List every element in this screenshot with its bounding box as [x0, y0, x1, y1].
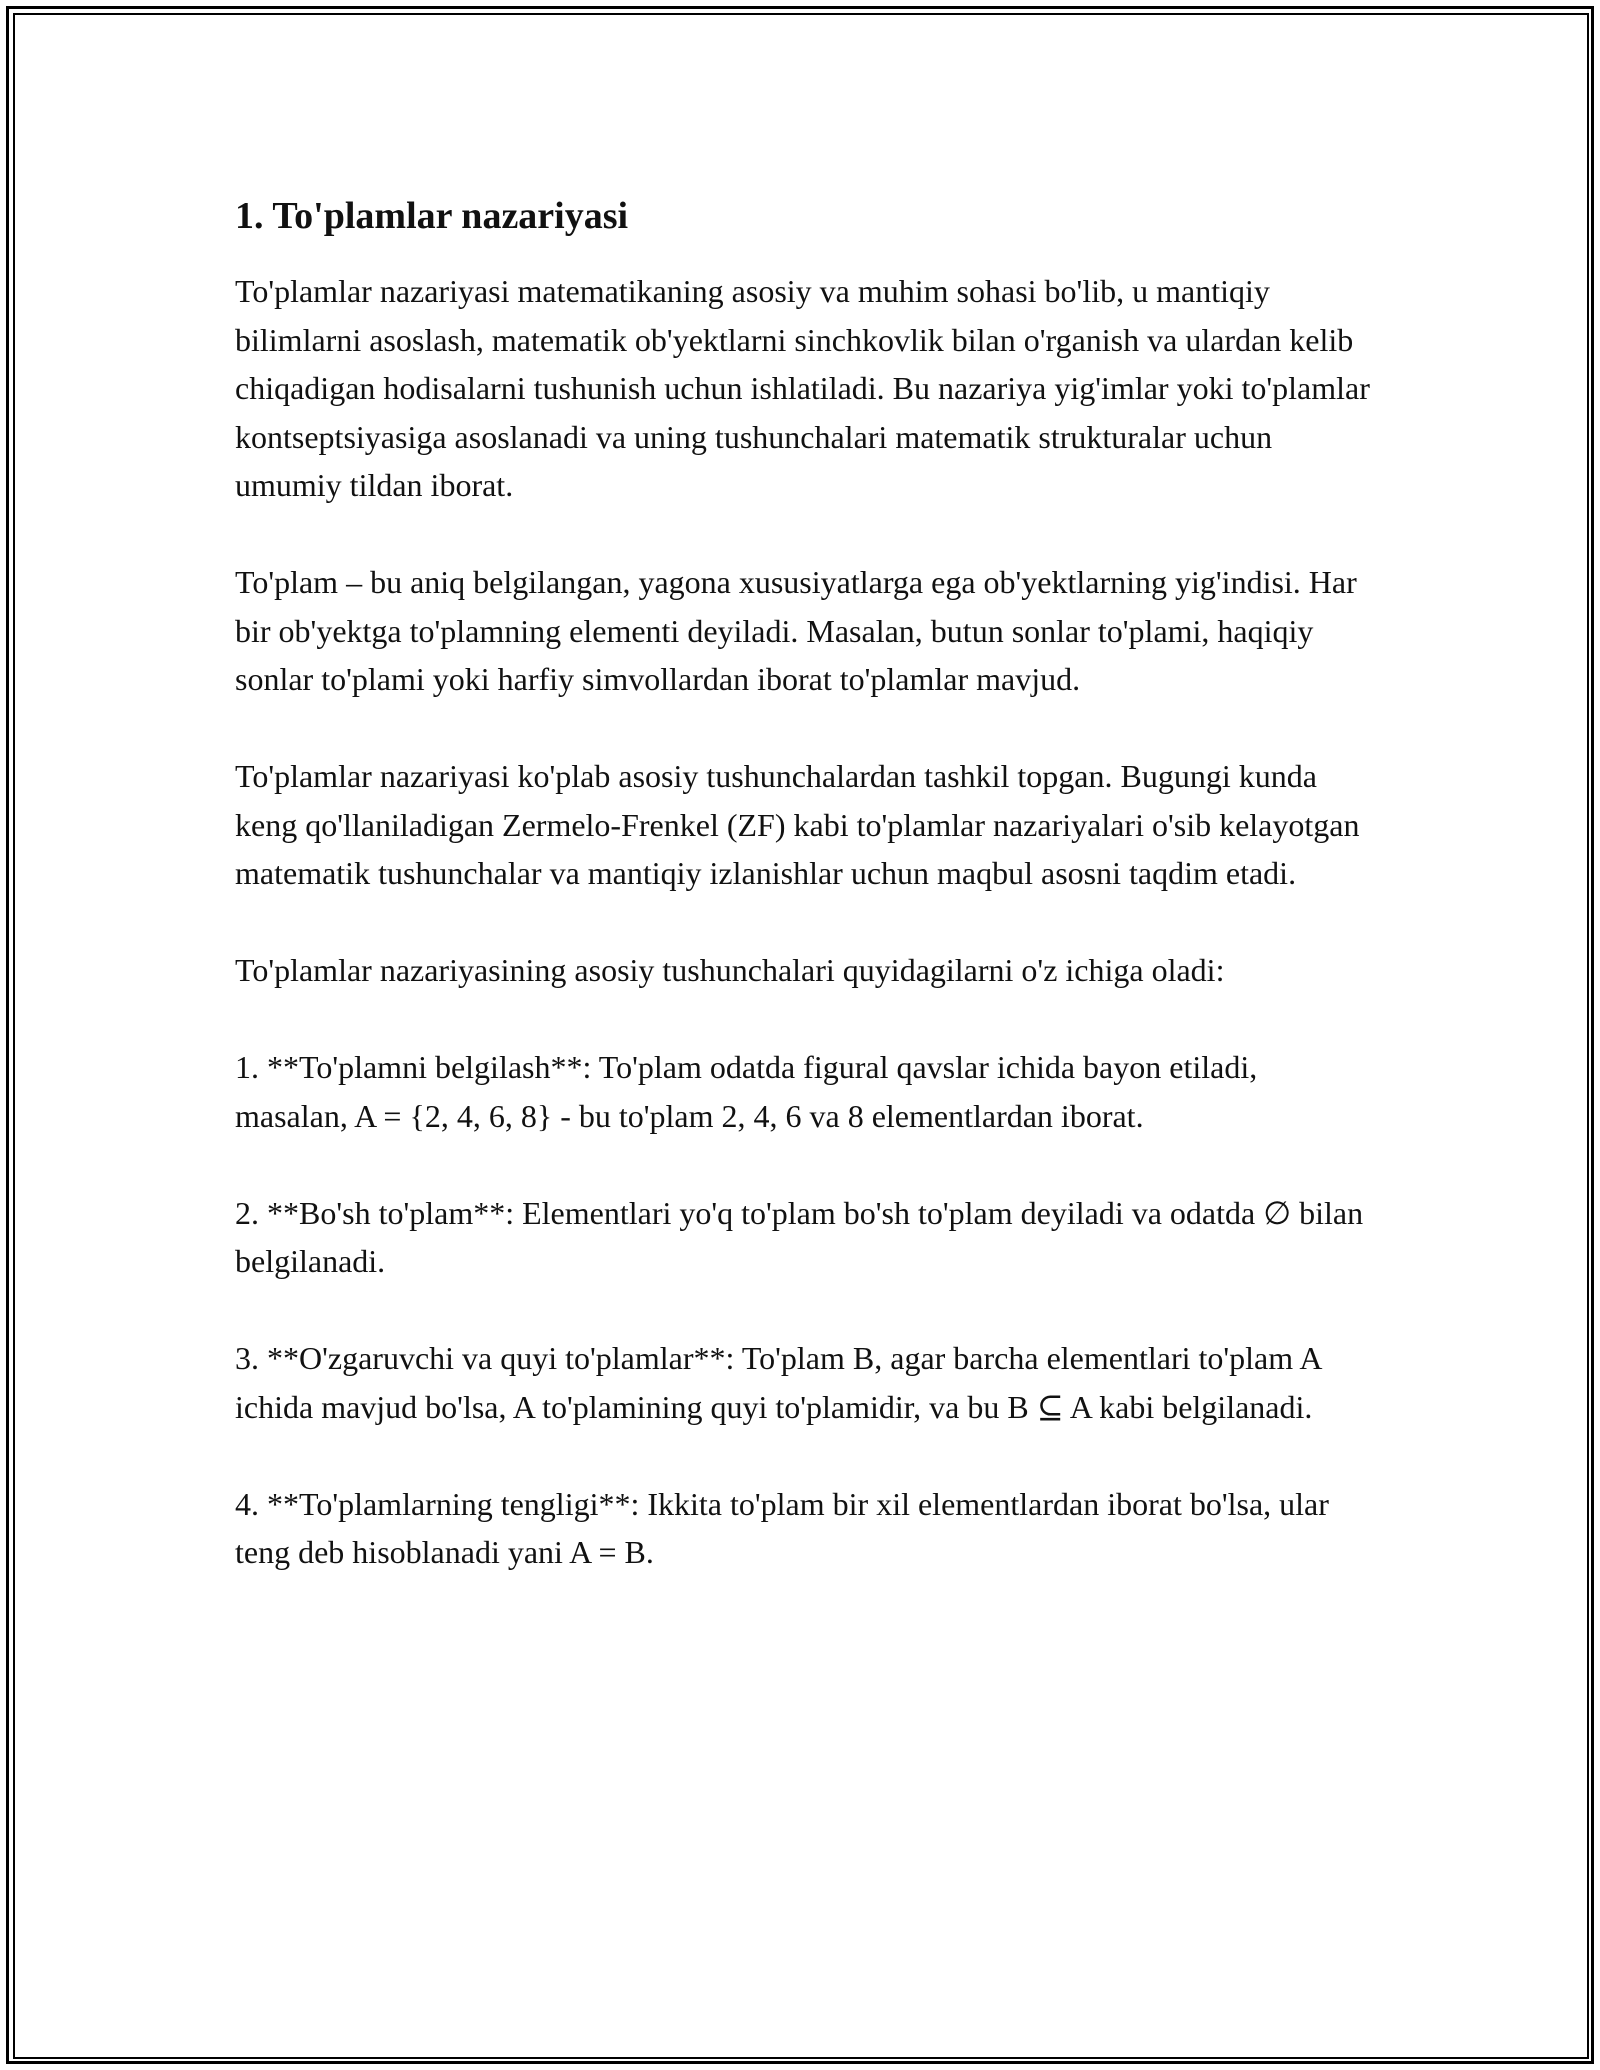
list-item-subsets: 3. **O'zgaruvchi va quyi to'plamlar**: To'plam B, agar barcha elementlari to'plam A ichida mavjud bo'lsa, A to'plamining quyi to'plamidir, va bu B ⊆ A kabi belgilanadi. — [235, 1340, 1321, 1425]
list-item-set-notation: 1. **To'plamni belgilash**: To'plam odatda figural qavslar ichida bayon etiladi, masalan, A = {2, 4, 6, 8} - bu to'plam 2, 4, 6 va 8 elementlardan iborat. — [235, 1049, 1258, 1134]
list-item-set-equality: 4. **To'plamlarning tengligi**: Ikkita to'plam bir xil elementlardan iborat bo'lsa, ular teng deb hisoblanadi yani A = B. — [235, 1485, 1329, 1571]
paragraph-zf-theory: To'plamlar nazariyasi ko'plab asosiy tushunchalardan tashkil topgan. Bugungi kunda keng qo'llaniladigan Zermelo-Frenkel (ZF) kabi to'plamlar nazariyalari o'sib kelayotgan matematik tushunchalar va mantiqiy izlanishlar uchun maqbul asosni taqdim etadi. — [235, 758, 1360, 892]
document-body — [235, 180, 1370, 1577]
paragraph-definition: To'plam – bu aniq belgilangan, yagona xususiyatlarga ega ob'yektlarning yig'indisi. Har bir ob'yektga to'plamning elementi deyiladi. Masalan, butun sonlar to'plami, haqiqiy sonlar to'plami yoki harfiy simvollardan iborat to'plamlar mavjud. — [235, 564, 1357, 698]
page-title: 1. To'plamlar nazariyasi — [235, 195, 629, 237]
paragraph-concepts-intro: To'plamlar nazariyasining asosiy tushunchalari quyidagilarni o'z ichiga oladi: — [235, 952, 1225, 989]
paragraph-intro: To'plamlar nazariyasi matematikaning asosiy va muhim sohasi bo'lib, u mantiqiy bilimlarni asoslash, matematik ob'yektlarni sinchkovlik bilan o'rganish va ulardan kelib chiqadigan hodisalarni tushunish uchun ishlatiladi. Bu nazariya yig'imlar yoki to'plamlar kontseptsiyasiga asoslanadi va uning tushunchalari matematik strukturalar uchun umumiy tildan iborat. — [235, 273, 1370, 504]
list-item-empty-set: 2. **Bo'sh to'plam**: Elementlari yo'q to'plam bo'sh to'plam deyiladi va odatda ∅ bilan belgilanadi. — [235, 1194, 1364, 1280]
